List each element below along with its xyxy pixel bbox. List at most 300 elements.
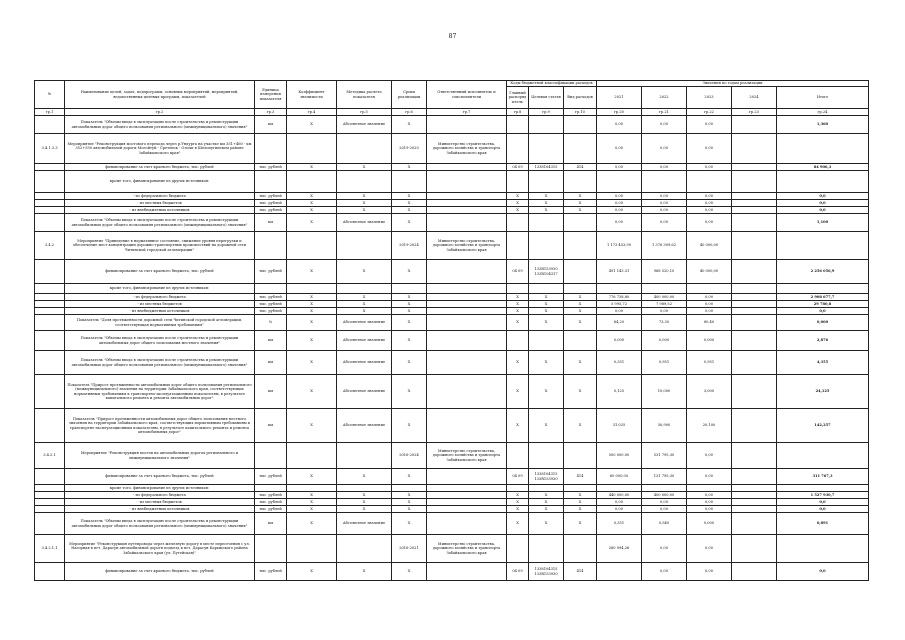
cell-method <box>337 284 392 294</box>
cell-name: Показатель "Объемы ввода в эксплуатацию после строительства и реконструкции автомобильных дорог общего пользования регионального (межмуниципального) значения" <box>65 214 255 232</box>
cell-value-2024 <box>732 499 777 506</box>
cell-value-2022: 0,00 <box>642 563 687 581</box>
cell-value-2022: 0,00 <box>642 164 687 171</box>
cell-name: - из местных бюджетов <box>65 301 255 308</box>
cell-code-article: Х <box>529 513 564 535</box>
cell-value-total: 4,355 <box>777 351 869 375</box>
cell-value-2023: 0,00 <box>687 294 732 301</box>
cell-method <box>337 171 392 193</box>
cell-coefficient: Х <box>287 499 337 506</box>
cell-coefficient: Х <box>287 260 337 284</box>
header-values-group: Значения по годам реализации <box>597 81 869 87</box>
cell-code-article: 1338104315 133R153930 <box>529 563 564 581</box>
cell-value-total: 2 256 056,9 <box>777 260 869 284</box>
cell-value-2024 <box>732 171 777 193</box>
cell-name: - из внебюджетных источников <box>65 506 255 513</box>
cell-value-2024 <box>732 563 777 581</box>
table-row <box>35 171 869 193</box>
cell-value-2022: 30,900 <box>642 409 687 443</box>
cell-value-total <box>777 485 869 492</box>
cell-value-2021: 0,00 <box>597 164 642 171</box>
cell-code-article: Х <box>529 294 564 301</box>
cell-coefficient: Х <box>287 351 337 375</box>
cell-value-total: 84 906,3 <box>777 164 869 171</box>
cell-coefficient: Х <box>287 492 337 499</box>
cell-value-2023: 0,00 <box>687 506 732 513</box>
cell-number: 3.4.2.1 <box>35 443 65 469</box>
cell-number <box>35 469 65 485</box>
cell-value-2024 <box>732 232 777 260</box>
cell-value-total: 0,0 <box>777 499 869 506</box>
header-year-2022: 2022 <box>642 87 687 109</box>
column-number-value-total: гр.24 <box>777 109 869 116</box>
cell-value-2021 <box>597 284 642 294</box>
cell-value-total <box>777 134 869 164</box>
table-row <box>35 331 869 351</box>
cell-value-2021: 0,00 <box>597 200 642 207</box>
cell-code-type: Х <box>564 506 597 513</box>
header-year-2024: 2024 <box>732 87 777 109</box>
column-number-code-main: гр.8 <box>507 109 529 116</box>
cell-method: Х <box>337 308 392 315</box>
cell-value-total <box>777 232 869 260</box>
cell-value-2021: 0,351 <box>597 351 642 375</box>
cell-coefficient: Х <box>287 207 337 214</box>
cell-number <box>35 294 65 301</box>
cell-code-type <box>564 116 597 134</box>
cell-code-article <box>529 116 564 134</box>
cell-method: Х <box>337 506 392 513</box>
cell-code-article: Х <box>529 351 564 375</box>
cell-code-main <box>507 232 529 260</box>
cell-code-article <box>529 443 564 469</box>
cell-name: кроме того, финансирование из других источников: <box>65 171 255 193</box>
cell-name: - из внебюджетных источников <box>65 308 255 315</box>
page-number: 87 <box>448 33 457 40</box>
cell-code-article: Х <box>529 499 564 506</box>
cell-number <box>35 193 65 200</box>
cell-method: Абсолютное значение <box>337 409 392 443</box>
cell-unit: тыс. рублей <box>255 563 287 581</box>
cell-value-2021: 0,00 <box>597 214 642 232</box>
table-row <box>35 193 869 200</box>
cell-number <box>35 308 65 315</box>
cell-code-article <box>529 171 564 193</box>
table-row <box>35 214 869 232</box>
cell-name: Мероприятие "Реконструкция мостового перехода через р.Ундурга на участке км 351+460 - км 352+550 автомобильной дороги Могойтуй - Сретенск - Олочи в Шелопугинском районе Забайкальского края" <box>65 134 255 164</box>
cell-value-2024 <box>732 513 777 535</box>
cell-name: кроме того, финансирование из других источников: <box>65 284 255 294</box>
cell-code-article: Х <box>529 506 564 513</box>
cell-name: финансирование за счет краевого бюджета, тыс. рублей <box>65 260 255 284</box>
cell-terms: 2019-2024 <box>392 232 427 260</box>
cell-executor <box>427 375 507 409</box>
cell-code-article: 1338104315 <box>529 164 564 171</box>
cell-executor <box>427 469 507 485</box>
cell-terms: Х <box>392 331 427 351</box>
cell-value-2021: 0,00 <box>597 134 642 164</box>
table-row <box>35 294 869 301</box>
cell-code-main: Х <box>507 409 529 443</box>
cell-value-total: 311 767,3 <box>777 469 869 485</box>
cell-code-article: Х <box>529 200 564 207</box>
cell-value-2021: 491 143,31 <box>597 260 642 284</box>
cell-code-type <box>564 260 597 284</box>
cell-value-2023: 0,00 <box>687 301 732 308</box>
cell-number <box>35 409 65 443</box>
cell-executor <box>427 308 507 315</box>
cell-code-article <box>529 535 564 563</box>
cell-name: - из федерального бюджета <box>65 294 255 301</box>
cell-value-2023: 0,00 <box>687 535 732 563</box>
cell-coefficient: Х <box>287 506 337 513</box>
cell-terms: Х <box>392 214 427 232</box>
cell-value-2024 <box>732 308 777 315</box>
cell-coefficient: Х <box>287 200 337 207</box>
cell-code-type <box>564 214 597 232</box>
cell-value-2022: 131 795,30 <box>642 469 687 485</box>
cell-value-2023: 0,000 <box>687 513 732 535</box>
cell-value-2024 <box>732 331 777 351</box>
cell-unit: тыс. рублей <box>255 469 287 485</box>
cell-coefficient: Х <box>287 164 337 171</box>
cell-value-2021: 5 995,72 <box>597 301 642 308</box>
cell-code-type <box>564 535 597 563</box>
cell-value-2023: 3,000 <box>687 375 732 409</box>
cell-value-2023 <box>687 284 732 294</box>
cell-code-main: Х <box>507 200 529 207</box>
cell-number <box>35 260 65 284</box>
cell-code-article: Х <box>529 193 564 200</box>
cell-code-type: Х <box>564 492 597 499</box>
cell-code-main: Х <box>507 513 529 535</box>
table-row <box>35 200 869 207</box>
column-number-number: гр.1 <box>35 109 65 116</box>
cell-value-2022 <box>642 171 687 193</box>
cell-unit: тыс. рублей <box>255 260 287 284</box>
table-row <box>35 116 869 134</box>
cell-unit: тыс. рублей <box>255 301 287 308</box>
cell-value-2023: 0,000 <box>687 331 732 351</box>
cell-number <box>35 164 65 171</box>
cell-coefficient <box>287 134 337 164</box>
cell-value-2024 <box>732 294 777 301</box>
cell-value-2022: 400 000,00 <box>642 294 687 301</box>
cell-value-2021: 0,00 <box>597 116 642 134</box>
cell-code-main: Х <box>507 301 529 308</box>
cell-value-total: 24,125 <box>777 375 869 409</box>
cell-value-2024 <box>732 164 777 171</box>
cell-executor <box>427 116 507 134</box>
cell-value-2023: 0,00 <box>687 200 732 207</box>
cell-method: Х <box>337 207 392 214</box>
cell-number: 3.4.2 <box>35 232 65 260</box>
cell-executor <box>427 409 507 443</box>
cell-executor <box>427 200 507 207</box>
cell-coefficient <box>287 443 337 469</box>
cell-executor: Министерство строительства, дорожного хозяйства и транспорта Забайкальского края <box>427 134 507 164</box>
cell-value-total: 1 527 930,7 <box>777 492 869 499</box>
cell-executor <box>427 315 507 331</box>
column-number-coefficient: гр.4 <box>287 109 337 116</box>
cell-value-2024 <box>732 260 777 284</box>
cell-terms: Х <box>392 492 427 499</box>
cell-name: Показатель "Прирост протяженности автомобильных дорог общего пользования местного значения на территории Забайкальского края, соответствующих нормативным требованиям к транспортно-эксплуатационным показателям, в результате капитального ремонта и ремонта автомобильных дорог" <box>65 409 255 443</box>
cell-code-article <box>529 284 564 294</box>
cell-value-2021: 1 173 453,90 <box>597 232 642 260</box>
cell-coefficient <box>287 171 337 193</box>
cell-coefficient: Х <box>287 315 337 331</box>
cell-code-article: Х <box>529 375 564 409</box>
cell-number <box>35 315 65 331</box>
cell-code-type: Х <box>564 409 597 443</box>
cell-value-2021: 0,000 <box>597 331 642 351</box>
cell-value-2024 <box>732 134 777 164</box>
cell-value-2021: 0,00 <box>597 193 642 200</box>
cell-value-2023: 0,00 <box>687 308 732 315</box>
cell-code-article <box>529 232 564 260</box>
cell-value-2023: 0,00 <box>687 164 732 171</box>
cell-terms: Х <box>392 200 427 207</box>
header-year-2023: 2023 <box>687 87 732 109</box>
cell-executor <box>427 294 507 301</box>
cell-executor <box>427 506 507 513</box>
cell-code-main: Х <box>507 193 529 200</box>
cell-terms: Х <box>392 563 427 581</box>
cell-value-2022: 1 376 309,62 <box>642 232 687 260</box>
cell-method <box>337 443 392 469</box>
cell-value-2022: 0,00 <box>642 214 687 232</box>
cell-executor <box>427 499 507 506</box>
header-code-main: Главный распорядитель <box>507 87 529 109</box>
cell-value-total: 2,876 <box>777 331 869 351</box>
cell-number <box>35 351 65 375</box>
column-number-value-2022: гр.21 <box>642 109 687 116</box>
cell-unit: тыс. рублей <box>255 193 287 200</box>
cell-code-type: Х <box>564 200 597 207</box>
cell-method: Абсолютное значение <box>337 315 392 331</box>
cell-value-2022: 0,00 <box>642 116 687 134</box>
cell-value-total: 29 780,8 <box>777 301 869 308</box>
cell-value-2023: 0,00 <box>687 214 732 232</box>
cell-code-article: Х <box>529 301 564 308</box>
cell-number <box>35 116 65 134</box>
cell-code-type: Х <box>564 315 597 331</box>
cell-code-type: Х <box>564 193 597 200</box>
cell-number: 3.4.2.1.1 <box>35 535 65 563</box>
table-row <box>35 485 869 492</box>
cell-code-article: 133R153930 133R104317 <box>529 260 564 284</box>
header-year-2021: 2021 <box>597 87 642 109</box>
cell-terms <box>392 171 427 193</box>
cell-executor <box>427 214 507 232</box>
column-number-method: гр.5 <box>337 109 392 116</box>
table-row <box>35 443 869 469</box>
cell-code-main: Х <box>507 506 529 513</box>
cell-value-2022: 0,000 <box>642 331 687 351</box>
cell-value-2021: 0,351 <box>597 513 642 535</box>
cell-code-article: Х <box>529 409 564 443</box>
cell-code-article: Х <box>529 315 564 331</box>
cell-value-2022: 0,951 <box>642 351 687 375</box>
cell-value-2022: 7 989,52 <box>642 301 687 308</box>
cell-code-type: Х <box>564 207 597 214</box>
cell-value-2022: 0,00 <box>642 193 687 200</box>
cell-value-2023: 0,00 <box>687 443 732 469</box>
cell-code-main <box>507 171 529 193</box>
cell-method: Абсолютное значение <box>337 375 392 409</box>
cell-value-total <box>777 443 869 469</box>
cell-code-main: Х <box>507 492 529 499</box>
program-table <box>34 80 869 581</box>
cell-method: Х <box>337 193 392 200</box>
cell-code-type: Х <box>564 308 597 315</box>
cell-terms: Х <box>392 499 427 506</box>
table-row <box>35 492 869 499</box>
cell-unit: км <box>255 351 287 375</box>
cell-coefficient: Х <box>287 409 337 443</box>
cell-executor <box>427 207 507 214</box>
cell-value-2024 <box>732 443 777 469</box>
cell-unit: тыс. рублей <box>255 506 287 513</box>
cell-number <box>35 214 65 232</box>
cell-code-type: Х <box>564 294 597 301</box>
cell-executor <box>427 492 507 499</box>
cell-number <box>35 331 65 351</box>
cell-code-main <box>507 134 529 164</box>
cell-unit: тыс. рублей <box>255 492 287 499</box>
cell-name: - из федерального бюджета <box>65 193 255 200</box>
cell-name: финансирование за счет краевого бюджета, тыс. рублей <box>65 469 255 485</box>
cell-code-article: Х <box>529 308 564 315</box>
cell-code-type: Х <box>564 513 597 535</box>
cell-value-2023: 0,00 <box>687 499 732 506</box>
cell-method: Х <box>337 200 392 207</box>
cell-unit <box>255 134 287 164</box>
cell-executor <box>427 331 507 351</box>
cell-code-article <box>529 134 564 164</box>
cell-name: - из местных бюджетов <box>65 200 255 207</box>
table-row <box>35 260 869 284</box>
cell-value-2022: 10,000 <box>642 375 687 409</box>
cell-value-2022: 0,00 <box>642 308 687 315</box>
cell-unit <box>255 232 287 260</box>
cell-method: Х <box>337 469 392 485</box>
cell-unit: км <box>255 214 287 232</box>
column-number-terms: гр.6 <box>392 109 427 116</box>
cell-value-2023: 0,951 <box>687 351 732 375</box>
cell-name: финансирование за счет краевого бюджета, тыс. рублей <box>65 164 255 171</box>
cell-method <box>337 232 392 260</box>
cell-name: Показатель "Объемы ввода в эксплуатацию после строительства и реконструкции автомобильных дорог общего пользования регионального (межмуниципального) значения" <box>65 351 255 375</box>
cell-value-2022: 73,30 <box>642 315 687 331</box>
cell-unit <box>255 171 287 193</box>
cell-coefficient: Х <box>287 294 337 301</box>
cell-unit: тыс. рублей <box>255 200 287 207</box>
table-row <box>35 351 869 375</box>
cell-code-main <box>507 214 529 232</box>
cell-number <box>35 375 65 409</box>
cell-executor <box>427 284 507 294</box>
cell-code-type <box>564 232 597 260</box>
cell-value-2023: 0,00 <box>687 563 732 581</box>
table-row <box>35 409 869 443</box>
cell-value-2023: 40 000,00 <box>687 260 732 284</box>
cell-value-2024 <box>732 301 777 308</box>
header-codes-group: Коды бюджетной классификации расходов <box>507 81 597 87</box>
cell-terms: Х <box>392 164 427 171</box>
cell-name: финансирование за счет краевого бюджета, тыс. рублей <box>65 563 255 581</box>
cell-terms: Х <box>392 294 427 301</box>
cell-value-2023: 40 000,00 <box>687 232 732 260</box>
cell-value-2024 <box>732 200 777 207</box>
cell-terms: Х <box>392 375 427 409</box>
cell-code-main: Х <box>507 499 529 506</box>
cell-method: Х <box>337 563 392 581</box>
cell-terms: Х <box>392 301 427 308</box>
cell-coefficient: Х <box>287 513 337 535</box>
cell-value-2023: 0,00 <box>687 193 732 200</box>
cell-value-2024 <box>732 315 777 331</box>
cell-name: Мероприятие "Приведение в нормативное состояние, снижение уровня перегрузки и обеспечение мест концентрации дорожно-транспортных происшествий на дорожной сети Читинской городской агломерации" <box>65 232 255 260</box>
cell-coefficient: Х <box>287 469 337 485</box>
cell-method <box>337 485 392 492</box>
cell-value-2024 <box>732 469 777 485</box>
cell-unit: тыс. рублей <box>255 164 287 171</box>
cell-value-2024 <box>732 214 777 232</box>
column-number-value-2023: гр.22 <box>687 109 732 116</box>
cell-value-2022: 0,00 <box>642 535 687 563</box>
cell-coefficient <box>287 284 337 294</box>
header-number: № <box>35 81 65 109</box>
cell-code-main <box>507 485 529 492</box>
cell-unit: % <box>255 315 287 331</box>
column-number-executor: гр.7 <box>427 109 507 116</box>
cell-code-type: Х <box>564 499 597 506</box>
table-row <box>35 563 869 581</box>
cell-executor <box>427 171 507 193</box>
cell-value-2023: 0,00 <box>687 116 732 134</box>
cell-terms: 2016-2021 <box>392 535 427 563</box>
cell-code-article: Х <box>529 492 564 499</box>
cell-value-2021: 0,00 <box>597 207 642 214</box>
cell-terms: Х <box>392 116 427 134</box>
cell-value-2022: 968 520,10 <box>642 260 687 284</box>
cell-value-2024 <box>732 284 777 294</box>
cell-terms: Х <box>392 351 427 375</box>
cell-coefficient: Х <box>287 563 337 581</box>
cell-method: Х <box>337 164 392 171</box>
cell-value-2024 <box>732 409 777 443</box>
header-method: Методика расчета показателя <box>337 81 392 109</box>
cell-method: Абсолютное значение <box>337 513 392 535</box>
cell-coefficient: Х <box>287 375 337 409</box>
cell-code-main: Х <box>507 315 529 331</box>
table-row <box>35 375 869 409</box>
cell-name: - из федерального бюджета <box>65 492 255 499</box>
column-number-value-2021: гр.20 <box>597 109 642 116</box>
cell-unit <box>255 535 287 563</box>
cell-value-2022: 0,00 <box>642 200 687 207</box>
header-total: Итого <box>777 87 869 109</box>
cell-code-type: Х <box>564 351 597 375</box>
cell-code-main <box>507 443 529 469</box>
cell-code-main: Х <box>507 294 529 301</box>
cell-code-main: 04 09 <box>507 469 529 485</box>
cell-value-2022: 0,00 <box>642 134 687 164</box>
header-name: Наименование целей, задач, подпрограмм, основных мероприятий, мероприятий, ведомственных целевых программ, показателей <box>65 81 255 109</box>
cell-method <box>337 134 392 164</box>
